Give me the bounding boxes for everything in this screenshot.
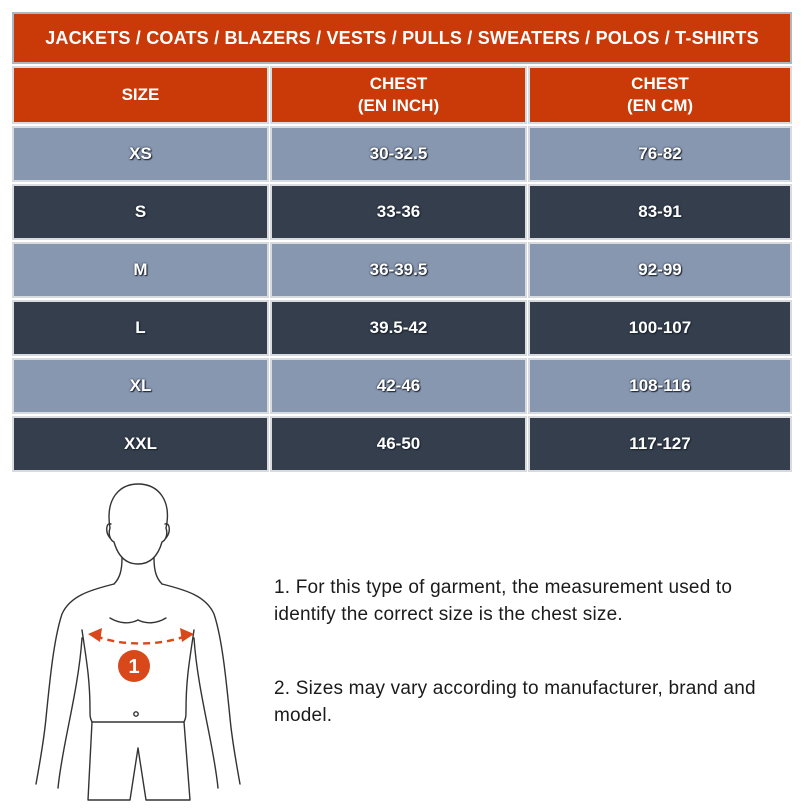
header-chest-inch-line1: CHEST	[369, 74, 428, 93]
row-xs-inch: 30-32.5	[270, 126, 527, 182]
row-l-size: L	[12, 300, 269, 356]
row-xl-size: XL	[12, 358, 269, 414]
row-l-inch: 39.5-42	[270, 300, 527, 356]
note-1: 1. For this type of garment, the measurement used to identify the correct size is the chest size.	[274, 577, 733, 625]
header-size-label: SIZE	[121, 85, 160, 104]
header-chest-cm-line1: CHEST	[631, 74, 689, 93]
row-xxl-size: XXL	[12, 416, 269, 472]
row-s-inch: 33-36	[270, 184, 527, 240]
body-measurement-figure	[10, 478, 250, 804]
header-chest-inch	[270, 66, 527, 124]
row-xl-inch: 42-46	[270, 358, 527, 414]
header-size	[12, 66, 269, 124]
row-xxl-inch: 46-50	[270, 416, 527, 472]
chart-title: JACKETS / COATS / BLAZERS / VESTS / PULLS / SWEATERS / POLOS / T-SHIRTS	[12, 12, 792, 64]
header-chest-cm-line2: (EN CM)	[626, 96, 694, 115]
body-outline-icon	[10, 478, 250, 804]
row-s-size: S	[12, 184, 269, 240]
row-xl-cm: 108-116	[528, 358, 792, 414]
row-m-cm: 92-99	[528, 242, 792, 298]
header-chest-cm	[528, 66, 792, 124]
row-xs-cm: 76-82	[528, 126, 792, 182]
header-chest-inch-line2: (EN INCH)	[357, 96, 440, 115]
marker-number: 1	[128, 656, 140, 678]
row-xxl-cm: 117-127	[528, 416, 792, 472]
size-notes	[274, 574, 794, 729]
row-xs-size: XS	[12, 126, 269, 182]
row-l-cm: 100-107	[528, 300, 792, 356]
note-2: 2. Sizes may vary according to manufacturer, brand and model.	[274, 678, 756, 726]
row-m-inch: 36-39.5	[270, 242, 527, 298]
row-s-cm: 83-91	[528, 184, 792, 240]
row-m-size: M	[12, 242, 269, 298]
